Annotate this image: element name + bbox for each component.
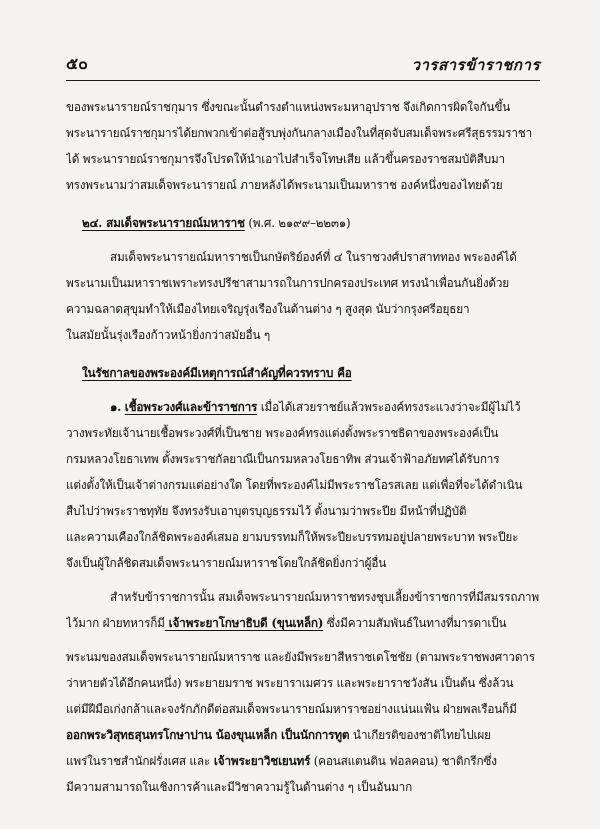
text-segment: แพร่ในราชสำนักฝรั่งเศส และ (66, 754, 210, 768)
section-years: (พ.ศ. ๒๑๙๙–๒๒๓๑) (248, 216, 351, 230)
text-segment: (คอนสแตนติน ฟอลคอน) ชาติกรีกซึ่ง (310, 754, 497, 768)
text-line: พระนมของสมเด็จพระนารายณ์มหาราช และยังมีพระยาสีหราชเดโชชัย (ตามพระราชพงศาวดาร (66, 650, 535, 664)
person-name: เจ้าพระยาวิชเยนทร์ (210, 754, 311, 768)
section-heading (66, 210, 542, 236)
text-line: และความเคืองใกล้ชิดพระองค์เสมอ ยามบรรทมก็ให้พระปียะบรรทมอยู่ปลายพระบาท พระปียะ (66, 530, 519, 544)
document-body (66, 94, 542, 800)
text-line: ความฉลาดสุขุมทำให้เมืองไทยเจริญรุ่งเรืองในด้านต่าง ๆ สูงสุด นับว่ากรุงศรีอยุธยา (66, 302, 470, 316)
text-line: กรมหลวงโยธาเทพ ตั้งพระราชกัลยาณีเป็นกรมหลวงโยธาทิพ ส่วนเจ้าฟ้าอภัยทศได้รับการ (66, 452, 500, 466)
text-line: แต่มีฝีมือเก่งกล้าและจงรักภักดีต่อสมเด็จพระนารายณ์มหาราชอย่างแน่นแฟ้น ฝ่ายพลเรือนก็มี (66, 702, 517, 716)
text-segment: นำเกียรติของชาติไทยไปเผย (349, 728, 491, 742)
text-line-with-name (66, 722, 542, 748)
section-title: ๒๔. สมเด็จพระนารายณ์มหาราช (82, 216, 245, 230)
text-line-with-name (66, 610, 542, 636)
item-text: เมื่อได้เสวยราชย์แล้วพระองค์ทรงระแวงว่าจะมีผู้ไม่ไว้ (257, 400, 521, 414)
text-line: ว่าหายตัวได้อีกคนหนึ่ง) พระยายมราช พระยาราเมศวร และพระยาราชวังสัน เป็นต้น ซึ่งล้วน (66, 676, 514, 690)
text-line: สำหรับข้าราชการนั้น สมเด็จพระนารายณ์มหาราชทรงชุบเลี้ยงข้าราชการที่มีสมรรถภาพ (110, 590, 539, 604)
text-line: พระนารายณ์ราชกุมารได้ยกพวกเข้าต่อสู้รบพุ่งกันกลางเมืองในที่สุดจับสมเด็จพระศรีสุธรรมราชา (66, 126, 532, 140)
text-line: ได้ พระนารายณ์ราชกุมารจึงโปรดให้นำเอาไปสำเร็จโทษเสีย แล้วขึ้นครองราชสมบัติสืบมา (66, 152, 505, 166)
journal-title: วารสารข้าราชการ (411, 56, 540, 74)
subsection-heading: ในรัชกาลของพระองค์มีเหตุการณ์สำคัญที่ควรทราบ คือ (82, 366, 352, 380)
person-name: ออกพระวิสุทธสุนทรโกษาปาน น้องขุนเหล็ก เป็นนักการทูต (66, 728, 350, 742)
text-segment: ไว้มาก ฝ่ายทหารก็มี (66, 616, 165, 630)
text-line: จึงเป็นผู้ใกล้ชิดสมเด็จพระนารายณ์มหาราชโดยใกล้ชิดยิ่งกว่าผู้อื่น (66, 556, 387, 570)
item-first-line (66, 394, 542, 420)
text-line: มีความสามารถในเชิงการค้าและมีวิชาความรู้ในด้านต่าง ๆ เป็นอันมาก (66, 780, 413, 794)
page-number: ๕๐ (66, 54, 88, 73)
text-line: วางพระทัยเจ้านายเชื้อพระวงศ์ที่เป็นชาย พระองค์ทรงแต่งตั้งพระราชธิดาของพระองค์เป็น (66, 426, 499, 440)
page-header (66, 56, 540, 81)
text-line: พระนามเป็นมหาราชเพราะทรงปรีชาสามารถในการปกครองประเทศ ทรงนำเพื่อนกันยิ่งด้วย (66, 276, 510, 290)
text-line: ในสมัยนั้นรุ่งเรืองก้าวหน้ายิ่งกว่าสมัยอื่น ๆ (66, 328, 270, 342)
text-line: สืบไปว่าพระราชทุทัย จึงทรงรับเอาบุตรบุญธรรมไว้ ตั้งนามว่าพระปีย มีหน้าที่ปฏิบัติ (66, 504, 467, 518)
item-number: ๑. (110, 400, 122, 414)
text-segment: ซึ่งมีความสัมพันธ์ในทางที่มารดาเป็น (323, 616, 507, 630)
text-line: สมเด็จพระนารายณ์มหาราชเป็นกษัตริย์องค์ที่ ๔ ในราชวงศ์ปราสาททอง พระองค์ได้ (110, 250, 517, 264)
text-line-with-name (66, 748, 542, 774)
text-line: ทรงพระนามว่าสมเด็จพระนารายณ์ ภายหลังได้พระนามเป็นมหาราช องค์หนึ่งของไทยด้วย (66, 178, 503, 192)
text-line: ของพระนารายณ์ราชกุมาร ซึ่งขณะนั้นดำรงตำแหน่งพระมหาอุปราช จึงเกิดการผิดใจกันขึ้น (66, 100, 511, 114)
text-line: แต่งตั้งให้เป็นเจ้าต่างกรมแต่อย่างใด โดยที่พระองค์ไม่มีพระราชโอรสเลย แต่เพื่อที่จะได้ดำเนิน (66, 478, 523, 492)
person-name: เจ้าพระยาโกษาธิบดี (ขุนเหล็ก) (164, 616, 324, 630)
item-title: เชื้อพระวงศ์และข้าราชการ (124, 400, 258, 414)
